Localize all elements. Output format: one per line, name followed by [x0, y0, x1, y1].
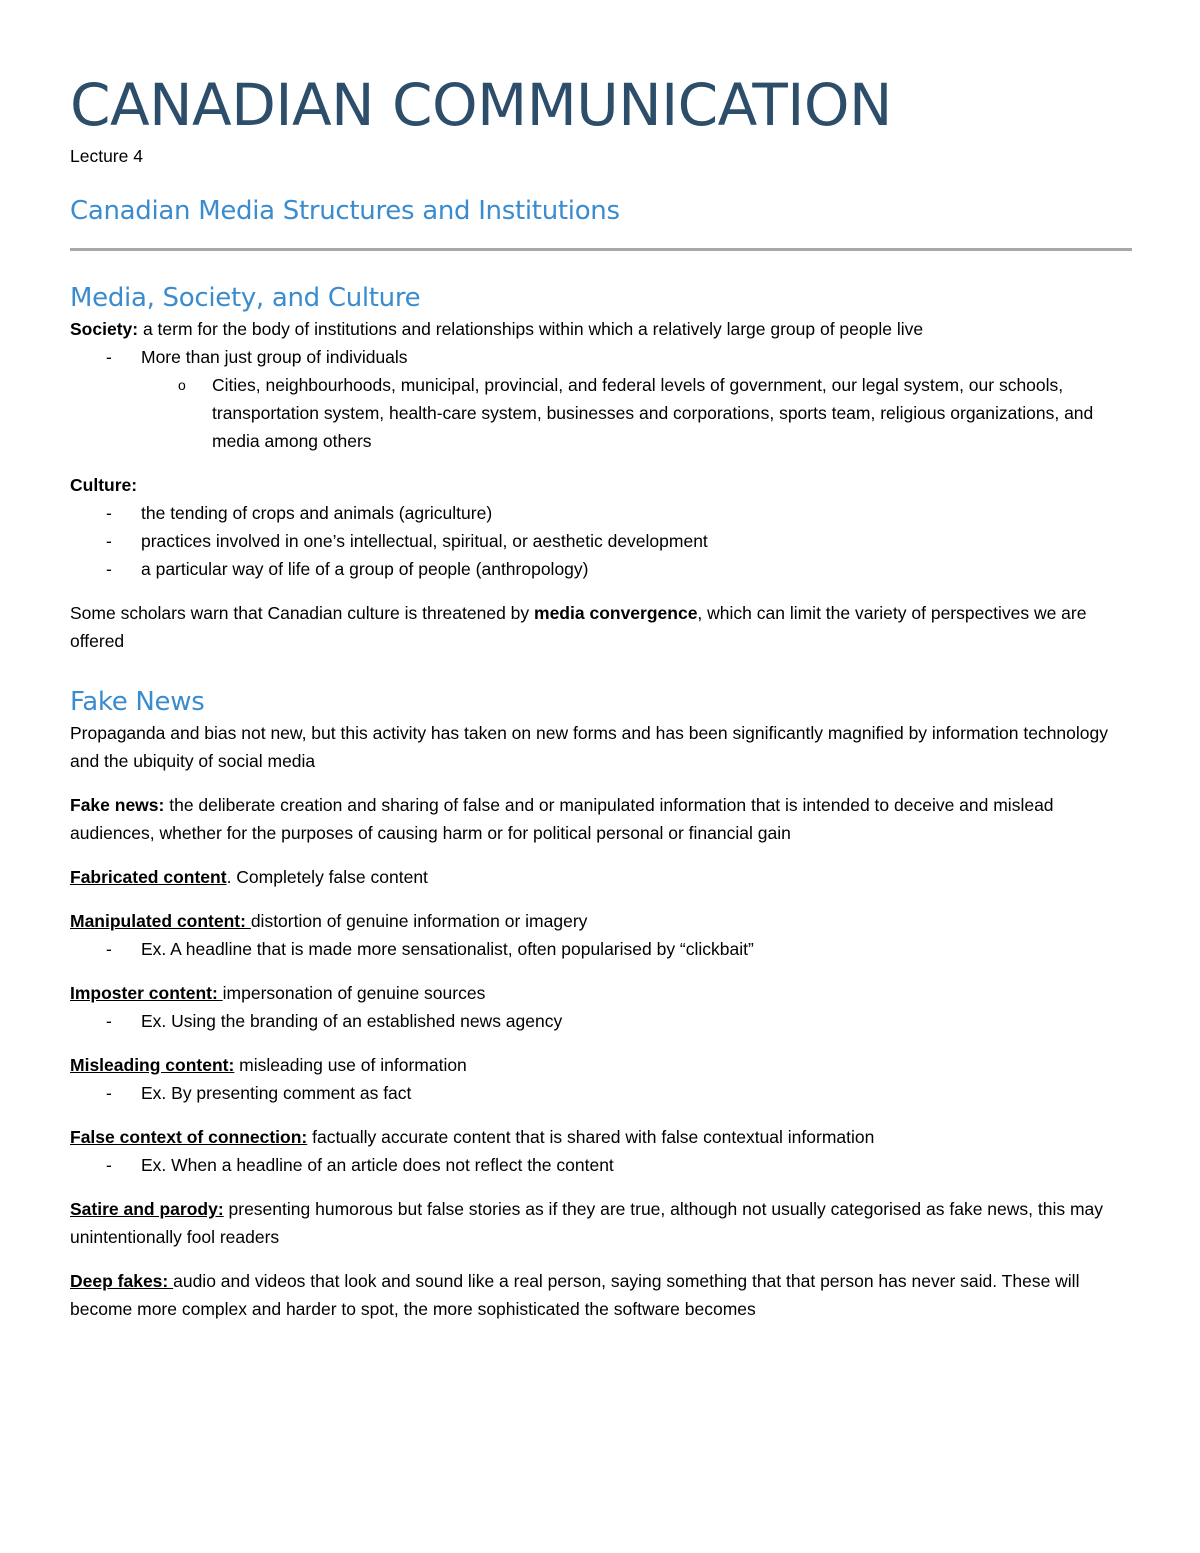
- media-convergence-term: media convergence: [534, 603, 698, 623]
- list-item: - More than just group of individuals: [70, 343, 1132, 371]
- culture-list: [70, 499, 1132, 583]
- false-context-definition: False context of connection: factually accurate content that is shared with false contextual information: [70, 1127, 875, 1147]
- document-subtitle: Canadian Media Structures and Institutions: [70, 196, 620, 226]
- dash-bullet: -: [106, 1155, 112, 1175]
- lecture-label: Lecture 4: [70, 146, 143, 166]
- culture-term-line: [70, 471, 1132, 499]
- dash-bullet: -: [106, 503, 112, 523]
- misleading-example-list: [70, 1079, 1132, 1107]
- dash-bullet: -: [106, 531, 112, 551]
- list-item: - Ex. A headline that is made more sensationalist, often popularised by “clickbait”: [70, 935, 1132, 963]
- dash-bullet: -: [106, 939, 112, 959]
- society-def-text: a term for the body of institutions and relationships within which a relatively large group of people live: [138, 319, 924, 339]
- fake-news-definition: Fake news: the deliberate creation and sharing of false and or manipulated information that is intended to deceive and mislead audiences, whether for the purposes of causing harm or for political personal or financial gain: [70, 795, 1054, 843]
- list-item: o Cities, neighbourhoods, municipal, provincial, and federal levels of government, our legal system, our schools, transportation system, health-care system, businesses and corporations, sports team, religious organizations, and media among others: [70, 371, 1132, 455]
- false-context-term: False context of connection:: [70, 1127, 308, 1147]
- fake-news-intro: Propaganda and bias not new, but this activity has taken on new forms and has been significantly magnified by information technology and the ubiquity of social media: [70, 723, 1108, 771]
- title-divider: [70, 248, 1132, 251]
- manipulated-content-definition: Manipulated content: distortion of genuine information or imagery: [70, 911, 588, 931]
- list-item: - practices involved in one’s intellectual, spiritual, or aesthetic development: [70, 527, 1132, 555]
- scholars-paragraph: Some scholars warn that Canadian culture is threatened by media convergence, which can limit the variety of perspectives we are offered: [70, 603, 1087, 651]
- imposter-example-list: [70, 1007, 1132, 1035]
- culture-term: Culture:: [70, 475, 138, 495]
- list-item: - a particular way of life of a group of people (anthropology): [70, 555, 1132, 583]
- imposter-term: Imposter content:: [70, 983, 223, 1003]
- satire-term: Satire and parody:: [70, 1199, 224, 1219]
- society-list: [70, 343, 1132, 371]
- deep-fakes-definition: Deep fakes: audio and videos that look and sound like a real person, saying something that that person has never said. These will become more complex and harder to spot, the more sophisticated the software becomes: [70, 1271, 1080, 1319]
- fabricated-term: Fabricated content: [70, 867, 227, 887]
- society-sublist: [70, 371, 1132, 455]
- false-context-example-list: [70, 1151, 1132, 1179]
- list-item: - Ex. Using the branding of an established news agency: [70, 1007, 1132, 1035]
- dash-bullet: -: [106, 559, 112, 579]
- document-title: CANADIAN COMMUNICATION: [70, 71, 892, 139]
- dash-bullet: -: [106, 347, 112, 367]
- misleading-content-definition: Misleading content: misleading use of information: [70, 1055, 467, 1075]
- list-item: - the tending of crops and animals (agriculture): [70, 499, 1132, 527]
- satire-definition: Satire and parody: presenting humorous but false stories as if they are true, although not usually categorised as fake news, this may unintentionally fool readers: [70, 1199, 1104, 1247]
- society-definition: [70, 315, 1132, 343]
- misleading-term: Misleading content:: [70, 1055, 235, 1075]
- fabricated-content-definition: Fabricated content. Completely false content: [70, 867, 428, 887]
- section-heading-media-society-culture: Media, Society, and Culture: [70, 283, 421, 313]
- deep-fakes-term: Deep fakes:: [70, 1271, 174, 1291]
- dash-bullet: -: [106, 1083, 112, 1103]
- list-item: - Ex. By presenting comment as fact: [70, 1079, 1132, 1107]
- section-heading-fake-news: Fake News: [70, 687, 205, 717]
- list-item: - Ex. When a headline of an article does not reflect the content: [70, 1151, 1132, 1179]
- manipulated-term: Manipulated content:: [70, 911, 251, 931]
- manipulated-example-list: [70, 935, 1132, 963]
- document-page: [70, 70, 1132, 1323]
- imposter-content-definition: Imposter content: impersonation of genuine sources: [70, 983, 486, 1003]
- fake-news-term: Fake news:: [70, 795, 165, 815]
- circle-bullet: o: [178, 377, 186, 393]
- society-term: Society:: [70, 319, 139, 339]
- dash-bullet: -: [106, 1011, 112, 1031]
